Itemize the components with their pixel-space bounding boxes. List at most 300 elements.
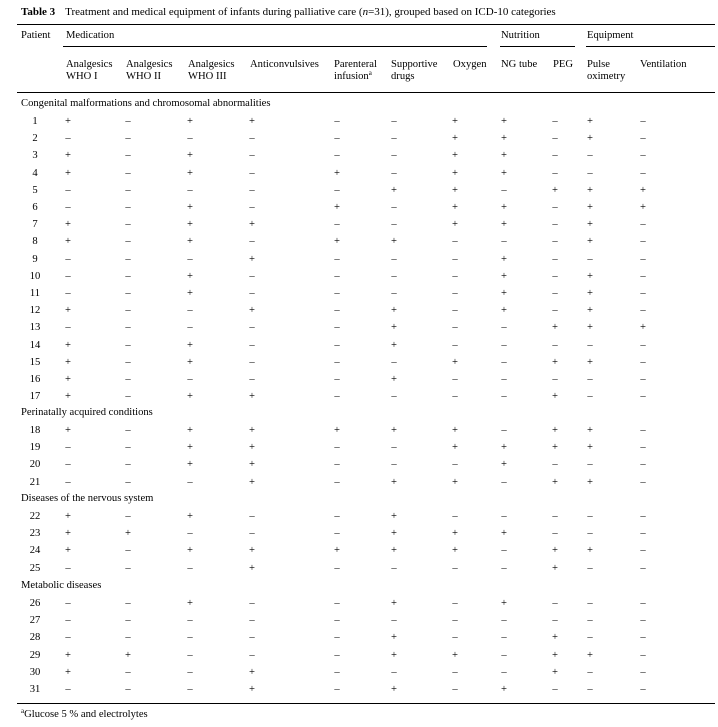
table-cell: + (391, 305, 397, 317)
table-cell: + (391, 684, 397, 695)
table-cell: + (125, 528, 131, 540)
table-cell: – (249, 374, 255, 385)
col-header-line: NG tube (501, 59, 538, 70)
table-cell: – (552, 150, 558, 162)
table-cell: + (187, 202, 193, 213)
table-cell: – (452, 322, 458, 334)
table-cell: – (552, 202, 558, 213)
table-cell: + (452, 202, 458, 213)
table-cell: – (125, 476, 131, 488)
group-title: Diseases of the nervous system (21, 493, 154, 504)
patient-id: 23 (29, 528, 41, 540)
table-cell: – (187, 562, 193, 574)
table-cell: – (587, 598, 593, 609)
table-cell: + (249, 562, 255, 574)
table-cell: – (125, 598, 131, 609)
medication-group-rule (63, 46, 487, 47)
table-cell: – (501, 545, 507, 557)
table-cell: – (640, 374, 646, 385)
table-cell: + (552, 322, 558, 334)
table-cell: – (334, 374, 340, 385)
table-cell: – (125, 615, 131, 627)
table-cell: + (501, 116, 507, 127)
table-cell: – (125, 270, 131, 282)
col-header-ng-tube (501, 59, 537, 71)
table-cell: + (391, 425, 397, 436)
table-cell: – (587, 459, 593, 471)
table-cell: – (452, 374, 458, 385)
table-cell: – (640, 288, 646, 299)
patient-id: 29 (29, 649, 41, 661)
caption-text-end: =31), grouped based on ICD-10 categories (368, 6, 556, 18)
footnote-text: Glucose 5 % and electrolytes (24, 709, 148, 720)
table-cell: + (65, 339, 71, 351)
caption-text-start: Treatment and medical equipment of infants during palliative care ( (65, 6, 363, 18)
table-cell: – (452, 253, 458, 265)
table-cell: – (552, 528, 558, 540)
table-cell: – (501, 356, 507, 368)
col-header-analgesics-who-1 (66, 59, 112, 83)
table-cell: + (501, 270, 507, 282)
table-cell: – (640, 562, 646, 574)
patient-id: 9 (32, 253, 38, 265)
table-cell: – (552, 288, 558, 299)
table-cell: + (452, 528, 458, 540)
table-cell: + (249, 442, 255, 454)
table-cell: – (640, 133, 646, 145)
table-cell: + (501, 150, 507, 162)
table-cell: – (452, 562, 458, 574)
table-cell: – (501, 236, 507, 248)
table-cell: – (125, 442, 131, 454)
table-cell: + (452, 116, 458, 127)
table-cell: – (640, 545, 646, 557)
table-cell: – (65, 288, 71, 299)
table-cell: – (249, 133, 255, 145)
table-cell: – (552, 133, 558, 145)
table-cell: – (391, 167, 397, 179)
table-cell: – (452, 305, 458, 317)
table-cell: – (125, 305, 131, 317)
col-header-analgesics-who-2 (126, 59, 172, 83)
table-cell: + (249, 253, 255, 265)
table-cell: – (501, 511, 507, 522)
table-cell: – (640, 339, 646, 351)
table-cell: – (587, 391, 593, 403)
col-header-line: Pulse (587, 59, 610, 70)
table-cell: – (334, 270, 340, 282)
patient-id: 7 (32, 219, 38, 231)
table-cell: + (334, 236, 340, 248)
patient-column-header: Patient (21, 30, 51, 41)
table-cell: + (452, 356, 458, 368)
patient-id: 22 (29, 511, 41, 522)
table-cell: + (552, 391, 558, 403)
table-cell: + (452, 184, 458, 196)
patient-id: 26 (29, 598, 41, 609)
table-cell: – (452, 632, 458, 644)
table-cell: – (640, 116, 646, 127)
table-cell: – (452, 391, 458, 403)
table-cell: – (249, 322, 255, 334)
table-cell: + (587, 545, 593, 557)
patient-id: 20 (29, 459, 41, 471)
table-cell: + (452, 167, 458, 179)
table-cell: + (501, 133, 507, 145)
patient-id: 21 (29, 476, 41, 488)
col-header-line: Parenteral (334, 59, 377, 70)
table-cell: – (587, 150, 593, 162)
patient-id: 16 (29, 374, 41, 385)
table-cell: – (334, 476, 340, 488)
group-title: Congenital malformations and chromosomal abnormalities (21, 98, 271, 109)
table-cell: – (334, 562, 340, 574)
table-cell: – (587, 511, 593, 522)
patient-id: 17 (29, 391, 41, 403)
table-cell: + (187, 511, 193, 522)
table-cell: – (65, 615, 71, 627)
table-cell: – (65, 476, 71, 488)
patient-id: 6 (32, 202, 38, 213)
caption-n-symbol: n (362, 6, 369, 18)
table-cell: – (65, 459, 71, 471)
table-cell: + (187, 391, 193, 403)
table-footnote (21, 707, 148, 721)
col-header-line: Analgesics (66, 59, 113, 70)
medication-group-header: Medication (66, 30, 115, 41)
patient-id: 8 (32, 236, 38, 248)
table-cell: + (391, 184, 397, 196)
table-cell: – (249, 356, 255, 368)
table-cell: – (187, 184, 193, 196)
table-cell: + (640, 322, 646, 334)
patient-id: 12 (29, 305, 41, 317)
table-cell: – (125, 545, 131, 557)
table-cell: – (334, 649, 340, 661)
table-cell: – (452, 511, 458, 522)
table-cell: – (640, 528, 646, 540)
table-cell: + (587, 116, 593, 127)
table-cell: – (334, 116, 340, 127)
table-cell: + (501, 684, 507, 695)
table-cell: + (552, 356, 558, 368)
patient-id: 5 (32, 184, 38, 196)
table-cell: – (65, 598, 71, 609)
patient-id: 1 (32, 116, 38, 127)
table-cell: – (334, 459, 340, 471)
table-cell: – (552, 684, 558, 695)
table-cell: – (125, 374, 131, 385)
table-cell: + (187, 459, 193, 471)
table-cell: – (640, 253, 646, 265)
table-cell: – (249, 632, 255, 644)
table-cell: + (501, 528, 507, 540)
table-cell: – (334, 339, 340, 351)
table-cell: – (640, 632, 646, 644)
table-cell: – (391, 253, 397, 265)
table-cell: + (249, 219, 255, 231)
table-cell: + (452, 545, 458, 557)
table-cell: + (587, 219, 593, 231)
table-cell: + (65, 356, 71, 368)
table-cell: – (640, 391, 646, 403)
patient-id: 19 (29, 442, 41, 454)
top-rule (17, 24, 715, 25)
table-cell: – (334, 598, 340, 609)
table-cell: + (65, 528, 71, 540)
table-cell: – (187, 632, 193, 644)
table-cell: – (587, 684, 593, 695)
table-cell: – (187, 476, 193, 488)
table-cell: – (552, 253, 558, 265)
table-cell: – (65, 133, 71, 145)
table-cell: – (640, 476, 646, 488)
table-cell: – (334, 442, 340, 454)
table-cell: + (501, 459, 507, 471)
patient-id: 28 (29, 632, 41, 644)
table-cell: + (187, 270, 193, 282)
table-cell: – (125, 632, 131, 644)
table-cell: + (452, 442, 458, 454)
table-cell: + (501, 305, 507, 317)
group-title: Metabolic diseases (21, 580, 102, 591)
patient-id: 4 (32, 167, 38, 179)
table-cell: – (249, 288, 255, 299)
table-cell: + (249, 459, 255, 471)
table-cell: – (391, 150, 397, 162)
table-cell: – (587, 374, 593, 385)
table-cell: – (125, 322, 131, 334)
patient-id: 14 (29, 339, 41, 351)
table-cell: + (187, 288, 193, 299)
table-cell: – (125, 425, 131, 436)
table-cell: – (65, 632, 71, 644)
table-cell: – (391, 116, 397, 127)
table-cell: – (249, 598, 255, 609)
patient-id: 18 (29, 425, 41, 436)
table-cell: – (640, 219, 646, 231)
col-header-line: Ventilation (640, 59, 687, 70)
table-cell: + (587, 236, 593, 248)
nutrition-group-header: Nutrition (501, 30, 540, 41)
table-cell: – (552, 116, 558, 127)
table-cell: – (125, 202, 131, 213)
table-cell: + (587, 305, 593, 317)
table-cell: – (391, 666, 397, 678)
patient-id: 3 (32, 150, 38, 162)
table-cell: – (640, 425, 646, 436)
table-cell: + (391, 598, 397, 609)
table-cell: – (391, 270, 397, 282)
table-cell: + (65, 219, 71, 231)
col-header-pulse-oximetry (587, 59, 625, 83)
table-cell: – (501, 184, 507, 196)
table-cell: + (452, 150, 458, 162)
table-cell: – (391, 288, 397, 299)
table-cell: – (249, 339, 255, 351)
table-cell: + (501, 598, 507, 609)
nutrition-group-rule (500, 46, 575, 47)
table-cell: – (501, 391, 507, 403)
table-cell: + (391, 339, 397, 351)
col-header-oxygen (453, 59, 487, 71)
table-cell: – (587, 253, 593, 265)
col-header-line: Supportive (391, 59, 438, 70)
table-cell: + (187, 442, 193, 454)
table-cell: – (65, 184, 71, 196)
table-cell: – (391, 356, 397, 368)
table-cell: + (552, 632, 558, 644)
col-header-line: Analgesics (188, 59, 235, 70)
table-cell: + (391, 545, 397, 557)
table-cell: + (452, 649, 458, 661)
col-header-line: Analgesics (126, 59, 173, 70)
table-cell: – (187, 528, 193, 540)
col-header-line: WHO III (188, 71, 227, 82)
table-cell: – (187, 374, 193, 385)
table-cell: – (334, 528, 340, 540)
table-cell: – (125, 339, 131, 351)
table-cell: – (187, 666, 193, 678)
patient-id: 27 (29, 615, 41, 627)
table-cell: – (552, 459, 558, 471)
table-cell: – (640, 356, 646, 368)
table-cell: + (187, 150, 193, 162)
table-cell: + (65, 236, 71, 248)
patient-id: 13 (29, 322, 41, 334)
table-cell: – (125, 684, 131, 695)
table-cell: – (187, 684, 193, 695)
table-cell: – (640, 684, 646, 695)
table-cell: – (552, 374, 558, 385)
header-bottom-rule (17, 92, 715, 93)
table-cell: – (187, 615, 193, 627)
table-cell: – (552, 270, 558, 282)
table-cell: – (334, 133, 340, 145)
table-cell: – (125, 219, 131, 231)
col-header-line (334, 71, 377, 83)
table-cell: + (501, 253, 507, 265)
table-cell: – (501, 374, 507, 385)
table-cell: + (187, 339, 193, 351)
table-cell: – (187, 253, 193, 265)
table-cell: + (587, 649, 593, 661)
table-cell: – (391, 442, 397, 454)
table-cell: + (640, 202, 646, 213)
col-header-line: oximetry (587, 71, 626, 82)
table-cell: – (640, 150, 646, 162)
infusion-footnote-marker: a (368, 69, 372, 77)
table-cell: + (391, 322, 397, 334)
table-cell: – (501, 322, 507, 334)
table-cell: – (587, 632, 593, 644)
table-cell: – (334, 391, 340, 403)
table-cell: + (249, 425, 255, 436)
table-cell: – (249, 270, 255, 282)
table-cell: + (587, 425, 593, 436)
table-cell: – (640, 649, 646, 661)
table-cell: + (249, 116, 255, 127)
table-cell: – (640, 459, 646, 471)
table-cell: + (552, 442, 558, 454)
table-cell: – (334, 632, 340, 644)
table-cell: – (65, 322, 71, 334)
patient-id: 2 (32, 133, 38, 145)
table-cell: + (65, 374, 71, 385)
table-cell: – (334, 322, 340, 334)
table-cell: + (391, 632, 397, 644)
col-header-anticonvulsives (250, 59, 319, 71)
table-cell: + (587, 133, 593, 145)
table-cell: – (501, 339, 507, 351)
table-cell: – (452, 598, 458, 609)
table-cell: + (452, 133, 458, 145)
table-cell: – (501, 615, 507, 627)
table-cell: + (65, 150, 71, 162)
table-cell: – (391, 615, 397, 627)
table-cell: + (187, 598, 193, 609)
col-header-line: WHO I (66, 71, 98, 82)
table-cell: – (125, 288, 131, 299)
table-cell: + (65, 545, 71, 557)
table-cell: + (587, 356, 593, 368)
table-cell: – (187, 305, 193, 317)
table-cell: + (501, 219, 507, 231)
table-cell: + (65, 116, 71, 127)
table-cell: – (334, 511, 340, 522)
table-cell: + (452, 219, 458, 231)
table-cell: – (552, 511, 558, 522)
table-cell: + (501, 442, 507, 454)
table-cell: + (249, 684, 255, 695)
table-cell: + (452, 425, 458, 436)
table-cell: + (552, 425, 558, 436)
table-cell: – (391, 202, 397, 213)
table-cell: + (187, 236, 193, 248)
table-cell: – (125, 356, 131, 368)
table-cell: + (249, 476, 255, 488)
col-header-ventilation (640, 59, 687, 71)
table-cell: + (391, 649, 397, 661)
table-cell: + (334, 425, 340, 436)
table-cell: – (334, 184, 340, 196)
table-cell: + (65, 305, 71, 317)
table-cell: + (552, 562, 558, 574)
table-cell: – (587, 615, 593, 627)
table-cell: – (501, 476, 507, 488)
table-cell: – (125, 236, 131, 248)
table-cell: – (501, 562, 507, 574)
table-cell: – (334, 150, 340, 162)
table-cell: + (391, 236, 397, 248)
table-cell: – (640, 167, 646, 179)
table-cell: + (587, 442, 593, 454)
table-cell: – (125, 167, 131, 179)
table-cell: – (552, 305, 558, 317)
table-cell: – (587, 339, 593, 351)
table-cell: – (640, 305, 646, 317)
table-cell: + (552, 649, 558, 661)
table-cell: – (552, 339, 558, 351)
table-cell: + (587, 476, 593, 488)
table-cell: + (65, 649, 71, 661)
table-cell: – (552, 598, 558, 609)
table-caption (21, 7, 556, 18)
table-cell: – (501, 632, 507, 644)
col-header-line: PEG (553, 59, 574, 70)
table-cell: – (452, 236, 458, 248)
patient-id: 10 (29, 270, 41, 282)
